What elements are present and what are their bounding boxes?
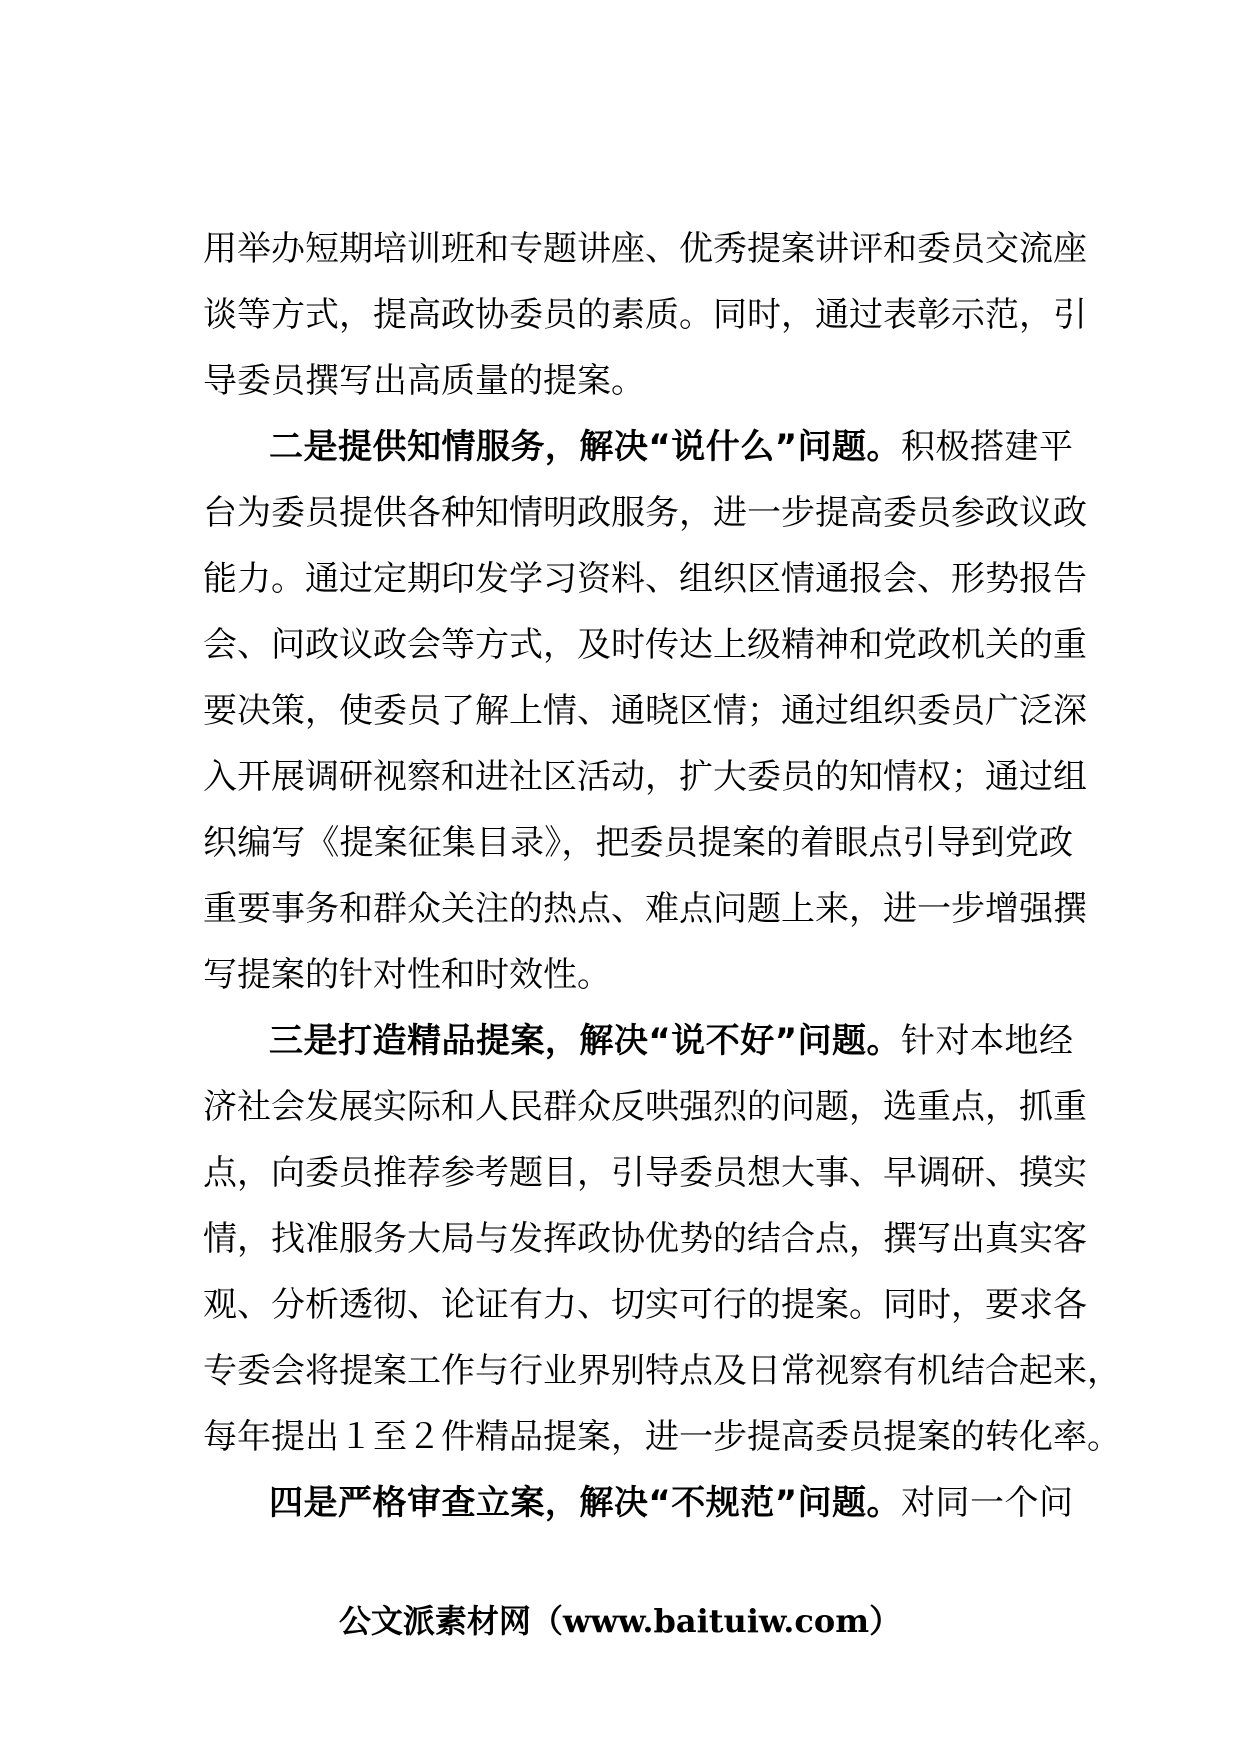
text-line: 用举办短期培训班和专题讲座、优秀提案讲评和委员交流座 xyxy=(203,229,1087,269)
text-line: 情，找准服务大局与发挥政协优势的结合点，撰写出真实客 xyxy=(203,1219,1087,1259)
paragraph xyxy=(203,216,1087,414)
text-line: 济社会发展实际和人民群众反哄强烈的问题，选重点，抓重 xyxy=(203,1087,1087,1127)
text-line: 点，向委员推荐参考题目，引导委员想大事、早调研、摸实 xyxy=(203,1153,1087,1193)
paragraph-first-line xyxy=(203,414,1073,480)
paragraph-heading: 四是严格审查立案，解决“不规范”问题。 xyxy=(269,1483,902,1523)
paragraph-heading: 二是提供知情服务，解决“说什么”问题。 xyxy=(269,427,902,467)
paragraph xyxy=(203,1008,1121,1470)
paragraph-text: 对同一个问 xyxy=(901,1483,1073,1523)
page-footer: 公文派素材网（www.baituiw.com） xyxy=(338,1602,902,1640)
paragraph-text: 积极搭建平 xyxy=(901,427,1073,467)
paragraph-text: 针对本地经 xyxy=(901,1021,1073,1061)
text-line: 观、分析透彻、论证有力、切实可行的提案。同时，要求各 xyxy=(203,1285,1087,1325)
paragraph xyxy=(203,414,1087,1008)
text-line: 入开展调研视察和进社区活动，扩大委员的知情权；通过组 xyxy=(203,757,1087,797)
paragraph-heading: 三是打造精品提案，解决“说不好”问题。 xyxy=(269,1021,902,1061)
text-line: 要决策，使委员了解上情、通晓区情；通过组织委员广泛深 xyxy=(203,691,1087,731)
text-line: 每年提出１至２件精品提案，进一步提高委员提案的转化率。 xyxy=(203,1417,1121,1457)
text-line: 重要事务和群众关注的热点、难点问题上来，进一步增强撰 xyxy=(203,889,1087,929)
document-body xyxy=(203,216,1121,1536)
text-line: 会、问政议政会等方式，及时传达上级精神和党政机关的重 xyxy=(203,625,1087,665)
text-line: 专委会将提案工作与行业界别特点及日常视察有机结合起来， xyxy=(203,1351,1121,1391)
text-line: 台为委员提供各种知情明政服务，进一步提高委员参政议政 xyxy=(203,493,1087,533)
text-line: 导委员撰写出高质量的提案。 xyxy=(203,361,645,401)
paragraph-first-line xyxy=(203,1008,1073,1074)
text-line: 能力。通过定期印发学习资料、组织区情通报会、形势报告 xyxy=(203,559,1087,599)
paragraph xyxy=(203,1470,1073,1536)
text-line: 织编写《提案征集目录》，把委员提案的着眼点引导到党政 xyxy=(203,823,1073,863)
text-line: 谈等方式，提高政协委员的素质。同时，通过表彰示范，引 xyxy=(203,295,1087,335)
paragraph-first-line xyxy=(203,1470,1073,1536)
text-line: 写提案的针对性和时效性。 xyxy=(203,955,611,995)
